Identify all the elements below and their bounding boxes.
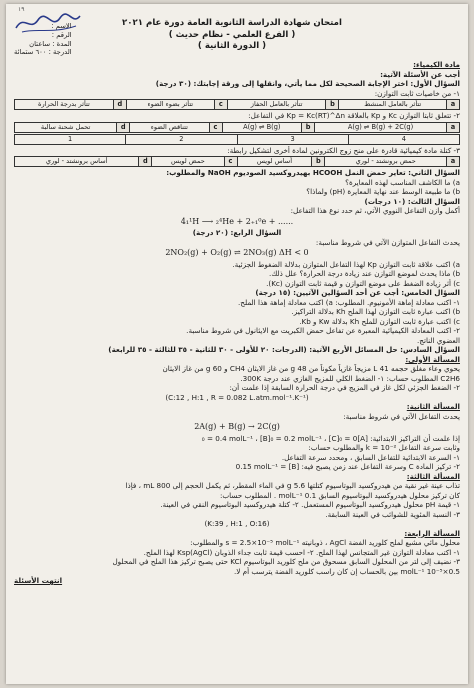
choice-key: c bbox=[224, 157, 237, 167]
problem-text: تذاب عينة غير نقية من هيدروكسيد البوتاسيوم كتلتها 5.6 g في الماء المقطر، ثم يكمل الحجم إلى 800 mL ، فإذا bbox=[125, 481, 460, 491]
problem-text: ٣- نضيف إلى لتر من المحلول السابق مسحوق من ملح كلوريد البوتاسيوم KCl حتى يصبح تركيز هذا الملح في المحلول bbox=[112, 557, 460, 567]
end-of-questions: انتهت الأسئلة bbox=[14, 576, 63, 586]
choices-table-2 bbox=[14, 122, 460, 133]
problem-text: ٢- تركيز المادة C وسرعة التفاعل عند زمن يصبح فيه: [B] = 0.15 molL⁻¹ bbox=[235, 462, 460, 472]
table-row bbox=[15, 157, 460, 167]
question-item: ١- اكتب معادلة إماهة الأمونيوم. المطلوب: a) اكتب معادلة إماهة هذا الملح. bbox=[238, 297, 460, 307]
question-item: c) أثر زيادة الضغط على موضع التوازن و قيمة ثابت التوازن (Kc). bbox=[266, 278, 460, 288]
choice-key: a bbox=[447, 122, 460, 132]
question-item: ٢- اكتب المعادلة الكيميائية المعبرة عن تفاعل حمض الكبريت مع الايثانول في شروط مناسبة. bbox=[186, 326, 460, 336]
meta-line: الرقم : bbox=[51, 30, 72, 39]
question-item: ٣- كتلة مادة كيميائية قادرة على منح زوج الكترونين لمادة أخرى لتشكيل رابطة: bbox=[227, 145, 460, 155]
question-item: b) ما طبيعة الوسط عند نهاية المعايرة (pH) ولماذا؟ bbox=[306, 187, 460, 196]
choice-key: b bbox=[326, 100, 339, 110]
meta-line: الاسم : bbox=[51, 22, 72, 30]
question-item: العضوي الناتج. bbox=[417, 335, 460, 345]
choice-text: تتأثر بالعامل المنشط bbox=[339, 100, 447, 110]
table-row bbox=[15, 134, 460, 144]
question-heading: السؤال الرابع: (٢٠ درجة) bbox=[192, 228, 282, 238]
choice-text: تتأثر بالعامل الحفاز bbox=[227, 100, 326, 110]
problem-text: ٢- الضغط الجزئي لكل غاز في المزيج في درجة الحرارة السابقة إذا علمت أن: bbox=[229, 383, 460, 393]
question-heading: السؤال الثاني: تعاير حمض النمل HCOOH بهيدروكسيد الصوديوم NaOH والمطلوب: bbox=[166, 168, 460, 177]
choice-text: أساس لويس bbox=[237, 157, 312, 167]
choice-key: c bbox=[214, 100, 227, 110]
exam-body bbox=[14, 60, 460, 680]
equilibrium-equation: 2NO₂(g) + O₂(g) ⇌ 2NO₃(g) ΔH < 0 bbox=[165, 248, 309, 258]
question-item: b) ماذا يحدث لموضع التوازن عند زيادة درجة الحرارة؟ علل ذلك. bbox=[269, 269, 460, 279]
exam-title-line: ( الدورة الثانية ) bbox=[197, 41, 267, 52]
choice-key: a bbox=[447, 157, 460, 167]
subject-label: مادة الكيمياء: bbox=[413, 60, 460, 69]
meta-line: المدة : ساعتان bbox=[29, 39, 72, 48]
choice-text: حمض لويس bbox=[152, 157, 224, 167]
question-item: ١- من خاصيات ثابت التوازن: bbox=[374, 88, 460, 98]
question-item: يحدث التفاعل المتوازن الآتي في شروط مناسبة: bbox=[315, 237, 460, 247]
exam-meta bbox=[14, 22, 72, 57]
problem-text: ١- السرعة الابتدائية للتفاعل السابق ، ومحدد سرعة التفاعل. bbox=[281, 452, 460, 462]
kinetics-equation: 2A(g) + B(g) → 2C(g) bbox=[194, 422, 280, 432]
choice-text: حمض برونشتد - لوري bbox=[325, 157, 447, 167]
problem-text: إذا علمت أن التراكيز الابتدائية: [A]₀ = 0.4 molL⁻¹ ، [B]₀ = 0.2 molL⁻¹ ، [C]₀ = 0 bbox=[201, 433, 460, 443]
choice-text: تحمل شحنة سالبة bbox=[15, 122, 117, 132]
problem-heading: المسألة الثالثة: bbox=[406, 471, 460, 481]
choice-key: d bbox=[113, 100, 126, 110]
problem-text: ١- قيمة pH محلول هيدروكسيد البوتاسيوم المستعمل. ٢- كتلة هيدروكسيد البوتاسيوم النقي في العينة. bbox=[160, 500, 460, 510]
problem-constants: (K:39 , H:1 , O:16) bbox=[204, 519, 270, 529]
problem-text: ٣- النسبة المئوية للشوائب في العينة السابقة. bbox=[325, 509, 460, 519]
exam-title bbox=[86, 18, 378, 53]
choice-text: تتأثر بدرجة الحرارة bbox=[15, 100, 114, 110]
problem-text: C2H6 المطلوب حساب: ١- الضغط الكلي للمزيج الغازي عند درجة 300K. bbox=[240, 373, 460, 383]
choices-table-3 bbox=[14, 134, 460, 145]
problem-constants: (C:12 , H:1 , R = 0.082 L.atm.mol⁻¹.K⁻¹) bbox=[165, 392, 309, 402]
choice-key: c bbox=[209, 122, 222, 132]
question-item: c) اكتب عبارة ثابت التوازن للملح Kh بدلالة Kw و Kb. bbox=[299, 316, 460, 326]
problem-heading: المسألة الرابعة: bbox=[404, 528, 460, 538]
choice-text: A(g) ⇌ B(g) bbox=[222, 122, 302, 132]
question-heading: السؤال السادس: حل المسائل الأربع الآتية: (الدرجات: ٢٠ للأولى - ٣٠ للثانية - ٣٥ للثالثة - ٣٥ للرابعة) bbox=[108, 345, 460, 355]
instruction: أجب عن الأسئلة الآتية: bbox=[380, 69, 460, 79]
question-item: أكمل وازن التفاعل النووي الآتي، ثم حدد نوع هذا التفاعل: bbox=[290, 206, 460, 215]
choice-value: 1 bbox=[15, 134, 126, 144]
choice-value: 4 bbox=[348, 134, 459, 144]
exam-title-line: امتحان شهادة الدراسة الثانوية العامة دورة عام ٢٠٢١ bbox=[122, 18, 342, 28]
choices-table-1 bbox=[14, 99, 460, 110]
nuclear-equation: 4₁¹H ⟶ ₂⁴He + 2₊₁⁰e + ...... bbox=[180, 216, 294, 226]
question-heading: السؤال الثالث: (١٠ درجات) bbox=[364, 196, 460, 206]
question-item: ٢- تتعلق ثابتا التوازن Kc و Kp بالعلاقة Kp = Kc(RT)^Δn في التفاعل: bbox=[248, 111, 460, 120]
problem-heading: المسألة الأولى: bbox=[405, 354, 460, 364]
choice-key: b bbox=[312, 157, 325, 167]
problem-text: كان تركيز محلول هيدروكسيد البوتاسيوم السابق 0.1 molL⁻¹ . المطلوب حساب: bbox=[219, 490, 460, 500]
exam-title-line: ( الفرع العلمي - نظام حديث ) bbox=[168, 29, 296, 40]
exam-sheet bbox=[6, 4, 468, 684]
choices-table-4 bbox=[14, 156, 460, 167]
problem-text: محلول مائي مشبع لملح كلوريد الفضة AgCl ، ذوبانيته s = 2.5×10⁻⁵ molL⁻¹ والمطلوب: bbox=[190, 538, 460, 548]
question-item: b) اكتب عبارة ثابت التوازن لهذا الملح Kh بدلالة التراكيز. bbox=[291, 307, 460, 317]
question-item: a) ما الكاشف المناسب لهذه المعايرة؟ bbox=[345, 177, 460, 187]
problem-text: يحوي وعاء مغلق حجمه 41 L مزيجاً غازياً مكوناً من 48 g من غاز الايثان CH4 و 60 g من غاز الايثان bbox=[162, 364, 460, 374]
choice-text: أساس برونشتد - لوري bbox=[15, 157, 139, 167]
choice-value: 3 bbox=[237, 134, 348, 144]
table-row bbox=[15, 100, 460, 110]
problem-heading: المسألة الثانية: bbox=[406, 402, 460, 412]
choice-text: تتأثر بضوء الضوء bbox=[126, 100, 214, 110]
problem-text: وثابت سرعة التفاعل k = 10⁻² والمطلوب حساب: bbox=[308, 443, 460, 453]
problem-text: يحدث التفاعل الآتي في شروط مناسبة: bbox=[343, 411, 460, 421]
exam-header bbox=[6, 4, 468, 62]
choice-key: d bbox=[117, 122, 130, 132]
choice-key: b bbox=[302, 122, 315, 132]
choice-key: d bbox=[139, 157, 152, 167]
table-row bbox=[15, 122, 460, 132]
page-corner-number: ١٩ bbox=[18, 6, 25, 13]
meta-line: الدرجة : ٦٠٠ ستمائة bbox=[14, 48, 72, 57]
question-heading: السؤال الأول: اختر الإجابة الصحيحة لكل مما يأتي، وانقلها إلى ورقة إجابتك: (٣٠ درجة) bbox=[155, 79, 460, 88]
question-item: a) اكتب علاقة ثابت التوازن Kp لهذا التفاعل المتوازن بدلالة الضغوط الجزئية. bbox=[232, 259, 460, 269]
question-heading: السؤال الخامس: أجب عن أحد السؤالين الآتيين: (١٥ درجة) bbox=[255, 288, 460, 298]
problem-text: 0.5×10⁻⁵ molL⁻¹ بين بالحساب إن كان راسب كلوريد الفضة يترسب أم لا. bbox=[234, 566, 460, 576]
choice-text: تتناقص الضوء bbox=[130, 122, 209, 132]
choice-value: 2 bbox=[126, 134, 237, 144]
choice-text: A(g) ⇌ B(g) + 2C(g) bbox=[315, 122, 447, 132]
choice-key: a bbox=[447, 100, 460, 110]
problem-text: ١- اكتب معادلة التوازن غير المتجانس لهذا الملح. ٢- احسب قيمة ثابت جداء الذوبان Ksp(AgCl) لهذا الملح. bbox=[143, 547, 460, 557]
